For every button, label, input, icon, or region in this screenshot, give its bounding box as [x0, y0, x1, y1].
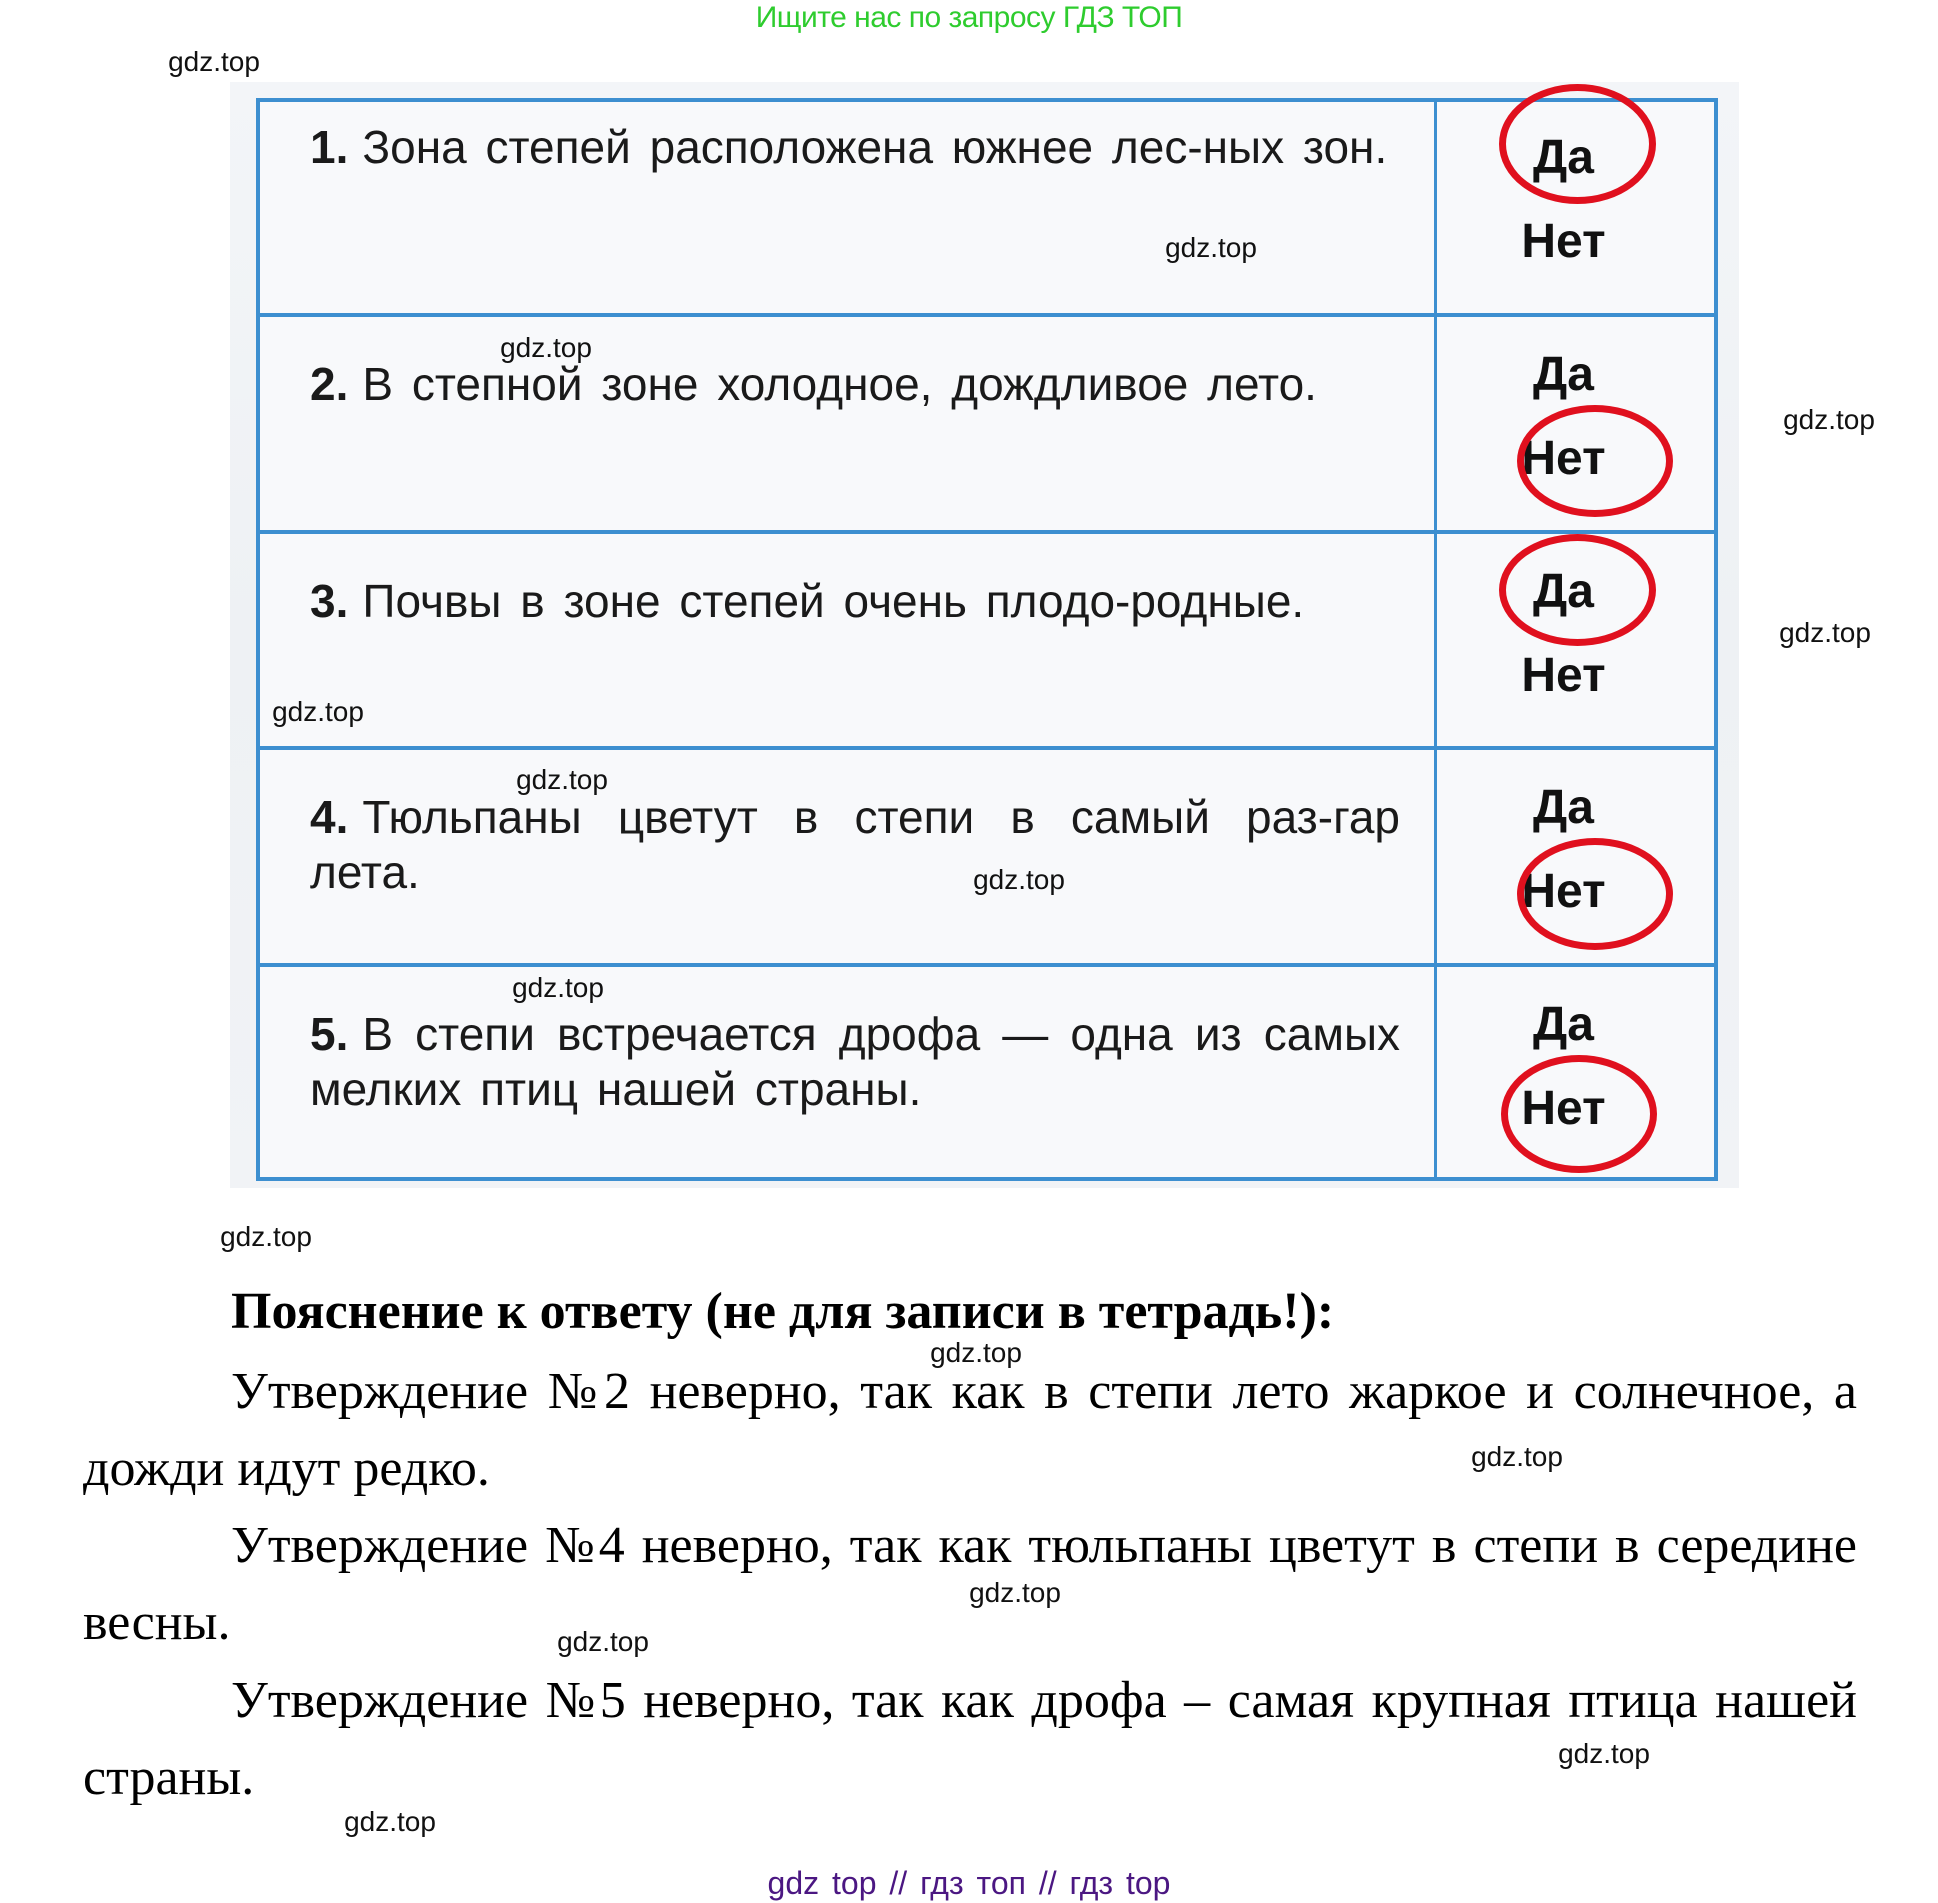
table-row [260, 102, 1714, 317]
watermark: gdz.top [1165, 232, 1257, 263]
statement-body: В степи встречается дрофа — одна из самых мелких птиц нашей страны. [310, 1008, 1400, 1115]
watermark: gdz.top [557, 1626, 649, 1657]
watermark: gdz.top [344, 1806, 436, 1837]
statement-text [310, 357, 1400, 412]
true-false-table [256, 98, 1718, 1181]
selected-circle-mark [1499, 534, 1656, 646]
explanation-paragraph: Утверждение №4 неверно, так как тюльпаны цветут в степи в середине весны. [83, 1517, 1857, 1651]
answer-cell [1437, 750, 1714, 963]
answer-yes[interactable]: Да [1533, 781, 1594, 834]
statement-body: Тюльпаны цветут в степи в самый раз-гар лета. [310, 791, 1400, 898]
answer-no[interactable]: Нет [1521, 215, 1606, 268]
table-row [260, 534, 1714, 750]
watermark: gdz.top [516, 764, 608, 795]
watermark: gdz.top [1783, 404, 1875, 435]
watermark: gdz.top [272, 696, 364, 727]
table-row [260, 750, 1714, 967]
watermark: gdz.top [220, 1221, 312, 1252]
statement-number: 4. [310, 791, 349, 843]
watermark: gdz.top [1558, 1738, 1650, 1769]
answer-yes[interactable]: Да [1533, 998, 1594, 1051]
watermark: gdz.top [512, 972, 604, 1003]
table-row [260, 967, 1714, 1181]
answer-cell [1437, 967, 1714, 1181]
answer-no[interactable]: Нет [1521, 865, 1606, 918]
answer-yes[interactable]: Да [1533, 348, 1594, 401]
statement-number: 1. [310, 121, 349, 173]
watermark: gdz.top [1471, 1441, 1563, 1472]
watermark: gdz.top [969, 1577, 1061, 1608]
watermark: gdz.top [930, 1337, 1022, 1368]
statement-number: 2. [310, 358, 349, 410]
table-row [260, 317, 1714, 534]
watermark: gdz.top [500, 332, 592, 363]
selected-circle-mark [1499, 84, 1656, 204]
answer-no[interactable]: Нет [1521, 649, 1606, 702]
answer-cell [1437, 534, 1714, 746]
statement-number: 5. [310, 1008, 349, 1060]
answer-yes[interactable]: Да [1533, 131, 1594, 184]
statement-text [310, 790, 1400, 900]
explanation-heading: Пояснение к ответу (не для записи в тетрадь!): [231, 1283, 1335, 1340]
answer-cell [1437, 102, 1714, 313]
watermark: gdz.top [168, 46, 260, 77]
answer-cell [1437, 317, 1714, 530]
statement-body: В степной зоне холодное, дождливое лето. [362, 358, 1317, 410]
statement-number: 3. [310, 575, 349, 627]
explanation-paragraph: Утверждение №5 неверно, так как дрофа – самая крупная птица нашей страны. [83, 1672, 1857, 1806]
statement-text [310, 120, 1400, 175]
selected-circle-mark [1517, 838, 1673, 950]
watermark: gdz.top [973, 864, 1065, 895]
answer-no[interactable]: Нет [1521, 1082, 1606, 1135]
answer-yes[interactable]: Да [1533, 565, 1594, 618]
answer-no[interactable]: Нет [1521, 432, 1606, 485]
search-hint-banner: Ищите нас по запросу ГДЗ ТОП [755, 1, 1183, 34]
footer-watermark-links: gdz top // гдз топ // гдз top [767, 1865, 1171, 1901]
statement-text [310, 574, 1400, 629]
watermark: gdz.top [1779, 617, 1871, 648]
statement-body: Зона степей расположена южнее лес-ных зон. [362, 121, 1388, 173]
selected-circle-mark [1517, 405, 1673, 517]
statement-text [310, 1007, 1400, 1117]
explanation-paragraph: Утверждение №2 неверно, так как в степи лето жаркое и солнечное, а дожди идут редко. [83, 1363, 1857, 1497]
selected-circle-mark [1501, 1055, 1657, 1173]
statement-body: Почвы в зоне степей очень плодо-родные. [362, 575, 1305, 627]
